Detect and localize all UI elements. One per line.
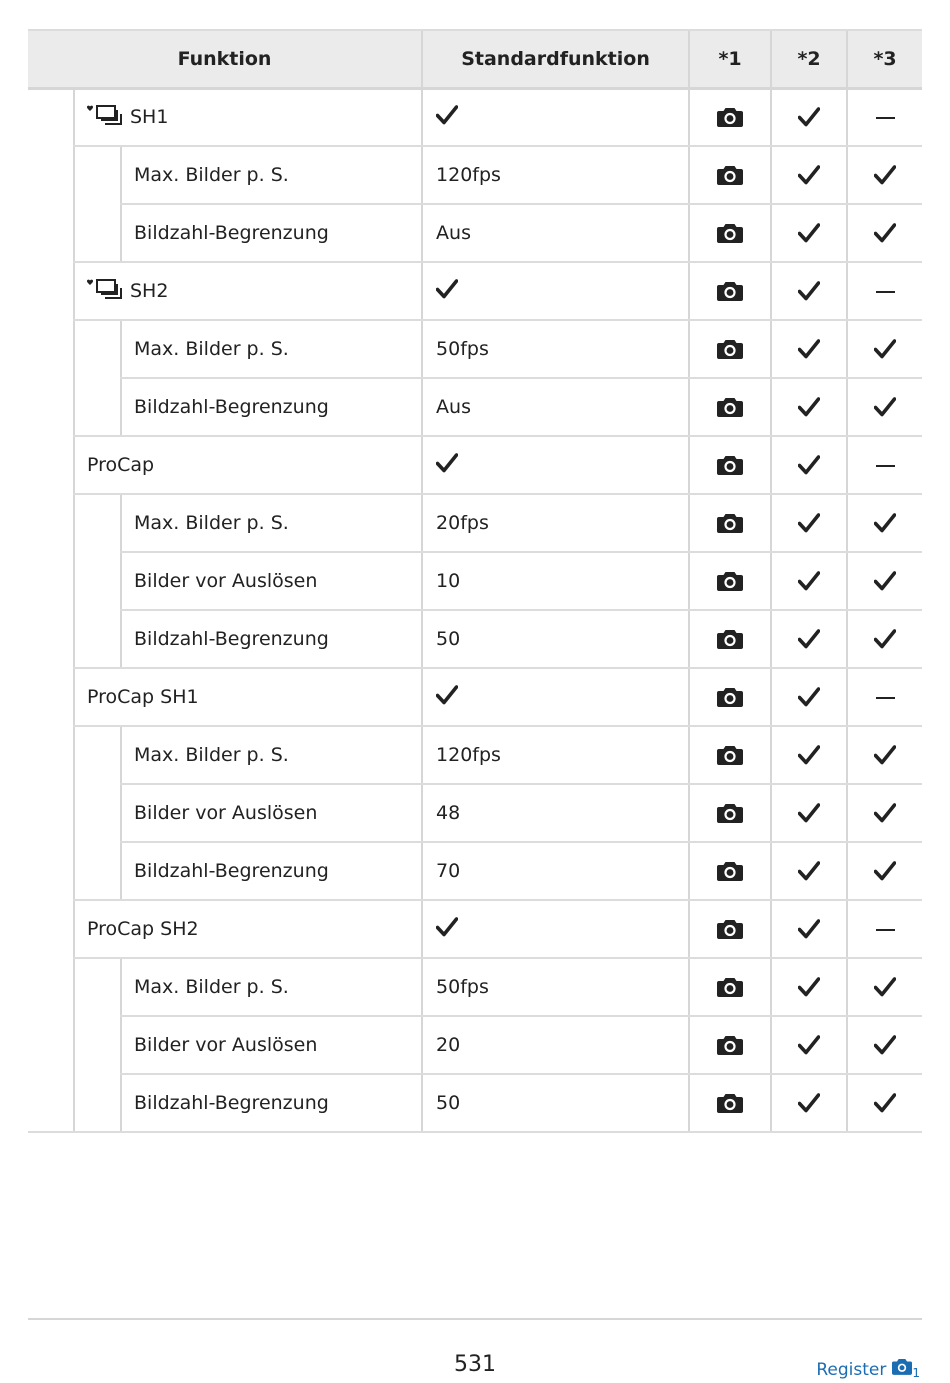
check-icon bbox=[772, 281, 846, 301]
col2-cell bbox=[771, 900, 847, 958]
col1-cell bbox=[689, 668, 771, 726]
row-gutter bbox=[28, 204, 74, 262]
check-icon bbox=[436, 685, 458, 710]
standard-value: 10 bbox=[422, 552, 689, 610]
function-label-text: ProCap SH1 bbox=[87, 686, 199, 708]
table-body bbox=[28, 88, 922, 1132]
check-icon bbox=[848, 571, 922, 591]
col1-cell bbox=[689, 146, 771, 204]
setting-label: Max. Bilder p. S. bbox=[121, 494, 422, 552]
col3-cell bbox=[847, 610, 922, 668]
check-icon bbox=[848, 861, 922, 881]
camera-icon bbox=[690, 513, 770, 533]
function-label-text: SH1 bbox=[130, 105, 169, 128]
header-col3: *3 bbox=[847, 30, 922, 88]
standard-value: 50fps bbox=[422, 958, 689, 1016]
function-label-text: ProCap SH2 bbox=[87, 918, 199, 940]
camera-icon bbox=[690, 687, 770, 707]
row-gutter bbox=[28, 436, 74, 494]
row-gutter bbox=[28, 1074, 74, 1132]
setting-label: Bildzahl-Begrenzung bbox=[121, 842, 422, 900]
setting-label: Bildzahl-Begrenzung bbox=[121, 204, 422, 262]
camera-icon bbox=[690, 745, 770, 765]
check-icon bbox=[772, 629, 846, 649]
function-label bbox=[74, 88, 422, 146]
col1-cell bbox=[689, 88, 771, 146]
setting-label: Max. Bilder p. S. bbox=[121, 146, 422, 204]
col1-cell bbox=[689, 726, 771, 784]
register-label: Register bbox=[816, 1360, 887, 1380]
row-gutter bbox=[28, 146, 74, 204]
check-icon bbox=[772, 977, 846, 997]
row-gutter bbox=[74, 1016, 121, 1074]
col2-cell bbox=[771, 494, 847, 552]
check-icon bbox=[772, 107, 846, 127]
col2-cell bbox=[771, 610, 847, 668]
table-row bbox=[28, 262, 922, 320]
row-gutter bbox=[74, 552, 121, 610]
function-label bbox=[74, 900, 422, 958]
row-gutter bbox=[28, 88, 74, 146]
row-gutter bbox=[74, 378, 121, 436]
col2-cell bbox=[771, 320, 847, 378]
heart-burst-icon bbox=[87, 104, 129, 131]
function-label-text: ProCap bbox=[87, 454, 155, 476]
row-gutter bbox=[74, 494, 121, 552]
row-gutter bbox=[28, 842, 74, 900]
setting-label: Bilder vor Auslösen bbox=[121, 784, 422, 842]
camera-icon bbox=[690, 1035, 770, 1055]
camera-icon bbox=[690, 629, 770, 649]
col1-cell bbox=[689, 204, 771, 262]
standard-value: Aus bbox=[422, 378, 689, 436]
check-icon bbox=[772, 571, 846, 591]
standard-value: 120fps bbox=[422, 726, 689, 784]
table-header-row bbox=[28, 30, 922, 88]
check-icon bbox=[436, 105, 458, 130]
table-row bbox=[28, 900, 922, 958]
camera-icon bbox=[690, 281, 770, 301]
col2-cell bbox=[771, 88, 847, 146]
check-icon bbox=[848, 165, 922, 185]
col3-cell bbox=[847, 726, 922, 784]
col3-cell bbox=[847, 958, 922, 1016]
setting-label: Max. Bilder p. S. bbox=[121, 958, 422, 1016]
col3-cell bbox=[847, 784, 922, 842]
setting-label: Bildzahl-Begrenzung bbox=[121, 1074, 422, 1132]
col2-cell bbox=[771, 1074, 847, 1132]
camera-icon bbox=[690, 977, 770, 997]
col3-cell bbox=[847, 204, 922, 262]
row-gutter bbox=[28, 320, 74, 378]
dash-mark bbox=[876, 697, 895, 699]
row-gutter bbox=[28, 610, 74, 668]
heart-burst-icon bbox=[87, 278, 129, 305]
check-icon bbox=[772, 165, 846, 185]
camera-icon bbox=[690, 861, 770, 881]
dash-mark bbox=[876, 117, 895, 119]
check-icon bbox=[772, 861, 846, 881]
camera-icon bbox=[690, 571, 770, 591]
col1-cell bbox=[689, 784, 771, 842]
dash-mark bbox=[876, 929, 895, 931]
function-label bbox=[74, 668, 422, 726]
row-gutter bbox=[28, 378, 74, 436]
table-row bbox=[28, 320, 922, 378]
col1-cell bbox=[689, 436, 771, 494]
standard-value: 70 bbox=[422, 842, 689, 900]
function-label-text: SH2 bbox=[130, 279, 169, 302]
col3-cell bbox=[847, 1016, 922, 1074]
col2-cell bbox=[771, 262, 847, 320]
standard-value: 50fps bbox=[422, 320, 689, 378]
camera-icon bbox=[690, 803, 770, 823]
col2-cell bbox=[771, 436, 847, 494]
check-icon bbox=[772, 1093, 846, 1113]
footer-divider bbox=[28, 1318, 922, 1320]
row-gutter bbox=[74, 726, 121, 784]
table-row bbox=[28, 88, 922, 146]
camera-icon bbox=[690, 339, 770, 359]
standard-cell bbox=[422, 262, 689, 320]
col2-cell bbox=[771, 958, 847, 1016]
check-icon bbox=[436, 917, 458, 942]
check-icon bbox=[772, 803, 846, 823]
row-gutter bbox=[74, 610, 121, 668]
check-icon bbox=[436, 453, 458, 478]
function-table bbox=[28, 29, 922, 1133]
table-row bbox=[28, 552, 922, 610]
row-gutter bbox=[28, 552, 74, 610]
dash-mark bbox=[876, 291, 895, 293]
col2-cell bbox=[771, 784, 847, 842]
row-gutter bbox=[28, 1016, 74, 1074]
row-gutter bbox=[28, 958, 74, 1016]
standard-cell bbox=[422, 436, 689, 494]
check-icon bbox=[848, 397, 922, 417]
row-gutter bbox=[74, 784, 121, 842]
check-icon bbox=[848, 629, 922, 649]
col2-cell bbox=[771, 1016, 847, 1074]
setting-label: Bildzahl-Begrenzung bbox=[121, 378, 422, 436]
table-row bbox=[28, 146, 922, 204]
camera-icon bbox=[690, 223, 770, 243]
row-gutter bbox=[74, 842, 121, 900]
row-gutter bbox=[74, 958, 121, 1016]
col3-cell bbox=[847, 668, 922, 726]
col2-cell bbox=[771, 842, 847, 900]
table-row bbox=[28, 610, 922, 668]
col1-cell bbox=[689, 1074, 771, 1132]
standard-cell bbox=[422, 668, 689, 726]
standard-value: 120fps bbox=[422, 146, 689, 204]
col2-cell bbox=[771, 726, 847, 784]
col1-cell bbox=[689, 378, 771, 436]
col3-cell bbox=[847, 494, 922, 552]
check-icon bbox=[772, 687, 846, 707]
camera-icon bbox=[690, 397, 770, 417]
table-row bbox=[28, 1016, 922, 1074]
check-icon bbox=[848, 803, 922, 823]
col2-cell bbox=[771, 204, 847, 262]
standard-value: 20fps bbox=[422, 494, 689, 552]
table-row bbox=[28, 494, 922, 552]
row-gutter bbox=[28, 494, 74, 552]
row-gutter bbox=[74, 204, 121, 262]
col3-cell bbox=[847, 842, 922, 900]
camera-icon bbox=[892, 1358, 912, 1380]
col3-cell bbox=[847, 1074, 922, 1132]
col2-cell bbox=[771, 146, 847, 204]
table-row bbox=[28, 378, 922, 436]
check-icon bbox=[772, 745, 846, 765]
row-gutter bbox=[28, 262, 74, 320]
standard-value: 50 bbox=[422, 1074, 689, 1132]
col2-cell bbox=[771, 668, 847, 726]
check-icon bbox=[772, 455, 846, 475]
check-icon bbox=[848, 513, 922, 533]
col3-cell bbox=[847, 146, 922, 204]
dash-mark bbox=[876, 465, 895, 467]
standard-value: 20 bbox=[422, 1016, 689, 1074]
register-sub: 1 bbox=[912, 1366, 920, 1380]
table-row bbox=[28, 1074, 922, 1132]
check-icon bbox=[848, 745, 922, 765]
check-icon bbox=[772, 223, 846, 243]
function-label bbox=[74, 436, 422, 494]
row-gutter bbox=[28, 784, 74, 842]
col1-cell bbox=[689, 958, 771, 1016]
setting-label: Bilder vor Auslösen bbox=[121, 1016, 422, 1074]
row-gutter bbox=[28, 726, 74, 784]
check-icon bbox=[848, 1035, 922, 1055]
check-icon bbox=[772, 397, 846, 417]
function-label bbox=[74, 262, 422, 320]
header-col1: *1 bbox=[689, 30, 771, 88]
camera-icon bbox=[690, 455, 770, 475]
col3-cell bbox=[847, 552, 922, 610]
check-icon bbox=[772, 1035, 846, 1055]
header-function: Funktion bbox=[28, 30, 422, 88]
setting-label: Bildzahl-Begrenzung bbox=[121, 610, 422, 668]
check-icon bbox=[772, 513, 846, 533]
camera-icon bbox=[690, 107, 770, 127]
setting-label: Max. Bilder p. S. bbox=[121, 726, 422, 784]
camera-icon bbox=[690, 919, 770, 939]
col1-cell bbox=[689, 900, 771, 958]
table-row bbox=[28, 842, 922, 900]
check-icon bbox=[772, 919, 846, 939]
col1-cell bbox=[689, 262, 771, 320]
col3-cell bbox=[847, 378, 922, 436]
row-gutter bbox=[74, 1074, 121, 1132]
row-gutter bbox=[28, 668, 74, 726]
table-row bbox=[28, 436, 922, 494]
standard-cell bbox=[422, 900, 689, 958]
check-icon bbox=[772, 339, 846, 359]
standard-value: Aus bbox=[422, 204, 689, 262]
col3-cell bbox=[847, 900, 922, 958]
row-gutter bbox=[74, 146, 121, 204]
col3-cell bbox=[847, 320, 922, 378]
table-row bbox=[28, 784, 922, 842]
col1-cell bbox=[689, 494, 771, 552]
col3-cell bbox=[847, 88, 922, 146]
row-gutter bbox=[74, 320, 121, 378]
setting-label: Bilder vor Auslösen bbox=[121, 552, 422, 610]
register-link[interactable] bbox=[816, 1358, 920, 1380]
header-standard: Standardfunktion bbox=[422, 30, 689, 88]
camera-icon bbox=[690, 1093, 770, 1113]
col1-cell bbox=[689, 1016, 771, 1074]
header-col2: *2 bbox=[771, 30, 847, 88]
col3-cell bbox=[847, 436, 922, 494]
row-gutter bbox=[28, 900, 74, 958]
standard-value: 48 bbox=[422, 784, 689, 842]
check-icon bbox=[848, 223, 922, 243]
table-row bbox=[28, 204, 922, 262]
check-icon bbox=[848, 339, 922, 359]
table-row bbox=[28, 668, 922, 726]
standard-cell bbox=[422, 88, 689, 146]
check-icon bbox=[848, 977, 922, 997]
check-icon bbox=[436, 279, 458, 304]
col2-cell bbox=[771, 552, 847, 610]
col1-cell bbox=[689, 610, 771, 668]
camera-icon bbox=[690, 165, 770, 185]
col1-cell bbox=[689, 320, 771, 378]
standard-value: 50 bbox=[422, 610, 689, 668]
col1-cell bbox=[689, 842, 771, 900]
check-icon bbox=[848, 1093, 922, 1113]
table-row bbox=[28, 726, 922, 784]
table-row bbox=[28, 958, 922, 1016]
page-number: 531 bbox=[454, 1352, 496, 1377]
col2-cell bbox=[771, 378, 847, 436]
setting-label: Max. Bilder p. S. bbox=[121, 320, 422, 378]
col1-cell bbox=[689, 552, 771, 610]
col3-cell bbox=[847, 262, 922, 320]
